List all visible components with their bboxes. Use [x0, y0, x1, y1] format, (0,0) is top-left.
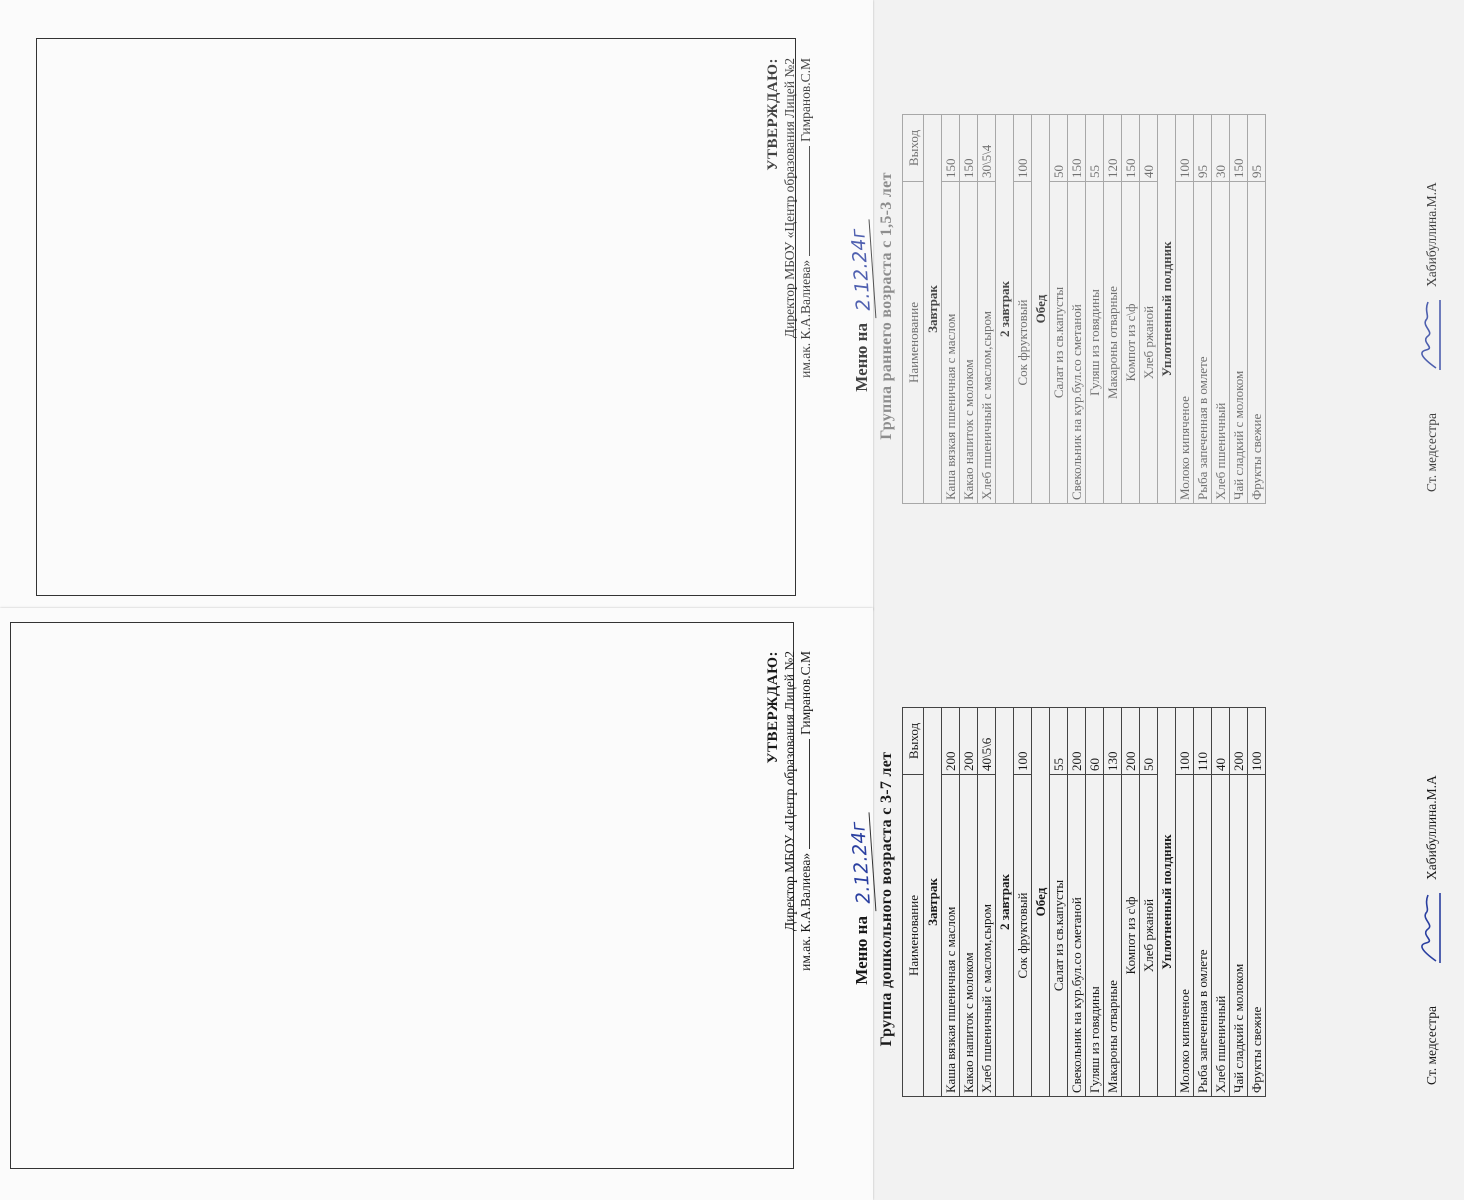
approval-heading: УТВЕРЖДАЮ: [765, 58, 781, 171]
dish-name: Макароны отварные [1104, 182, 1122, 504]
section-row [924, 708, 942, 1097]
column-header-yield: Выход [903, 708, 924, 775]
nurse-name: Хабибуллина.М.А [1424, 182, 1439, 287]
dish-yield: 100 [1014, 708, 1032, 775]
approval-signature-line [809, 146, 810, 256]
table-row [1248, 708, 1266, 1097]
dish-yield: 60 [1086, 708, 1104, 775]
dish-yield: 200 [942, 708, 960, 775]
table-row [1122, 708, 1140, 1097]
approval-block [764, 58, 814, 378]
table-row [1194, 708, 1212, 1097]
table-row [1104, 708, 1122, 1097]
table-row [1176, 115, 1194, 504]
approval-line-2 [798, 651, 814, 971]
dish-name: Салат из св.капусты [1050, 775, 1068, 1097]
group-title: Группа дошкольного возраста с 3-7 лет [878, 751, 895, 1047]
dish-yield: 95 [1194, 115, 1212, 182]
table-row [960, 115, 978, 504]
dish-yield: 110 [1194, 708, 1212, 775]
section-title: Уплотненный полдник [1158, 115, 1176, 504]
nurse-name: Хабибуллина.М.А [1424, 775, 1439, 880]
approval-org: им.ак. К.А.Валиева» [798, 852, 814, 971]
dish-yield: 40 [1212, 708, 1230, 775]
menu-title [847, 643, 875, 1155]
dish-yield: 40 [1140, 115, 1158, 182]
table-row [1212, 708, 1230, 1097]
table-row [1014, 708, 1032, 1097]
section-title: 2 завтрак [996, 115, 1014, 504]
group-title: Группа раннего возраста с 1,5-3 лет [878, 172, 895, 440]
menu-date-handwritten: 2.12.24г [847, 813, 877, 913]
table-row [1068, 115, 1086, 504]
dish-name: Сок фруктовый [1014, 775, 1032, 1097]
nurse-label: Ст. медсестра [1424, 1006, 1439, 1085]
column-header-name: Наименование [903, 182, 924, 504]
table-row [1230, 708, 1248, 1097]
dish-name: Гуляш из говядины [1086, 182, 1104, 504]
table-row [978, 708, 996, 1097]
table-row [960, 708, 978, 1097]
dish-yield: 100 [1248, 708, 1266, 775]
dish-name: Компот из с\ф [1122, 775, 1140, 1097]
table-row [1068, 708, 1086, 1097]
menu-document-preschool [764, 643, 1464, 1155]
dish-name: Рыба запеченная в омлете [1194, 182, 1212, 504]
table-row [942, 708, 960, 1097]
signature-icon [1412, 298, 1446, 372]
signature-icon [1412, 891, 1446, 965]
dish-name: Хлеб пшеничный с маслом,сыром [978, 182, 996, 504]
dish-name: Свекольник на кур.бул.со сметаной [1068, 775, 1086, 1097]
dish-name: Каша вязкая пшеничная с маслом [942, 182, 960, 504]
dish-yield: 95 [1248, 115, 1266, 182]
dish-name: Какао напиток с молоком [960, 182, 978, 504]
dish-name: Хлеб пшеничный с маслом,сыром [978, 775, 996, 1097]
page-frame-top [36, 38, 796, 596]
dish-yield: 150 [1068, 115, 1086, 182]
dish-yield: 150 [1230, 115, 1248, 182]
approval-director: Гимранов.С.М [798, 651, 814, 735]
table-row [1140, 115, 1158, 504]
dish-name: Фрукты свежие [1248, 775, 1266, 1097]
table-row [1212, 115, 1230, 504]
dish-name: Чай сладкий с молоком [1230, 182, 1248, 504]
dish-yield: 130 [1104, 708, 1122, 775]
table-row [942, 115, 960, 504]
menu-title [847, 50, 875, 562]
section-title: 2 завтрак [996, 708, 1014, 1097]
section-title: Завтрак [924, 115, 942, 504]
section-title: Обед [1032, 115, 1050, 504]
dish-yield: 100 [1176, 115, 1194, 182]
table-row [1122, 115, 1140, 504]
table-row [1104, 115, 1122, 504]
dish-name: Хлеб пшеничный [1212, 775, 1230, 1097]
table-row [1050, 115, 1068, 504]
section-title: Обед [1032, 708, 1050, 1097]
menu-document-early-age [764, 50, 1464, 562]
menu-label: Меню на [852, 916, 871, 985]
dish-yield: 150 [942, 115, 960, 182]
approval-director: Гимранов.С.М [798, 58, 814, 142]
dish-name: Чай сладкий с молоком [1230, 775, 1248, 1097]
dish-yield: 120 [1104, 115, 1122, 182]
table-row [978, 115, 996, 504]
dish-name: Хлеб ржаной [1140, 182, 1158, 504]
dish-name: Молоко кипяченое [1176, 775, 1194, 1097]
dish-yield: 200 [1122, 708, 1140, 775]
column-header-name: Наименование [903, 775, 924, 1097]
dish-yield: 55 [1050, 708, 1068, 775]
section-row [924, 115, 942, 504]
dish-name: Макароны отварные [1104, 775, 1122, 1097]
dish-name: Фрукты свежие [1248, 182, 1266, 504]
dish-name: Молоко кипяченое [1176, 182, 1194, 504]
approval-heading: УТВЕРЖДАЮ: [765, 651, 781, 764]
table-row [1014, 115, 1032, 504]
section-row [1158, 708, 1176, 1097]
table-row [1176, 708, 1194, 1097]
section-row [1032, 708, 1050, 1097]
dish-name: Рыба запеченная в омлете [1194, 775, 1212, 1097]
dish-yield: 50 [1050, 115, 1068, 182]
section-row [996, 115, 1014, 504]
dish-name: Компот из с\ф [1122, 182, 1140, 504]
approval-line-1: Директор МБОУ «Центр образования Лицей №2 [782, 651, 797, 932]
dish-yield: 50 [1140, 708, 1158, 775]
dish-name: Какао напиток с молоком [960, 775, 978, 1097]
dish-name: Хлеб пшеничный [1212, 182, 1230, 504]
dish-yield: 150 [1122, 115, 1140, 182]
section-title: Уплотненный полдник [1158, 708, 1176, 1097]
dish-yield: 200 [1230, 708, 1248, 775]
approval-line-1: Директор МБОУ «Центр образования Лицей №2 [782, 58, 797, 339]
approval-line-2 [798, 58, 814, 378]
approval-block [764, 651, 814, 971]
menu-date-handwritten: 2.12.24г [847, 220, 877, 320]
dish-name: Хлеб ржаной [1140, 775, 1158, 1097]
dish-yield: 40\5\6 [978, 708, 996, 775]
page-frame-bottom [10, 622, 794, 1169]
table-row [1194, 115, 1212, 504]
section-row [1158, 115, 1176, 504]
dish-name: Гуляш из говядины [1086, 775, 1104, 1097]
table-row [1248, 115, 1266, 504]
approval-signature-line [809, 739, 810, 849]
approval-org: им.ак. К.А.Валиева» [798, 259, 814, 378]
dish-yield: 100 [1014, 115, 1032, 182]
menu-label: Меню на [852, 323, 871, 392]
dish-name: Каша вязкая пшеничная с маслом [942, 775, 960, 1097]
column-header-yield: Выход [903, 115, 924, 182]
menu-table [902, 114, 1266, 504]
dish-yield: 30 [1212, 115, 1230, 182]
table-row [1050, 708, 1068, 1097]
dish-yield: 30\5\4 [978, 115, 996, 182]
dish-yield: 100 [1176, 708, 1194, 775]
dish-name: Свекольник на кур.бул.со сметаной [1068, 182, 1086, 504]
dish-yield: 150 [960, 115, 978, 182]
table-row [1086, 115, 1104, 504]
table-row [1140, 708, 1158, 1097]
dish-name: Салат из св.капусты [1050, 182, 1068, 504]
section-row [996, 708, 1014, 1097]
menu-table [902, 707, 1266, 1097]
dish-yield: 200 [1068, 708, 1086, 775]
table-row [1230, 115, 1248, 504]
dish-name: Сок фруктовый [1014, 182, 1032, 504]
section-row [1032, 115, 1050, 504]
nurse-label: Ст. медсестра [1424, 413, 1439, 492]
dish-yield: 200 [960, 708, 978, 775]
section-title: Завтрак [924, 708, 942, 1097]
table-row [1086, 708, 1104, 1097]
dish-yield: 55 [1086, 115, 1104, 182]
